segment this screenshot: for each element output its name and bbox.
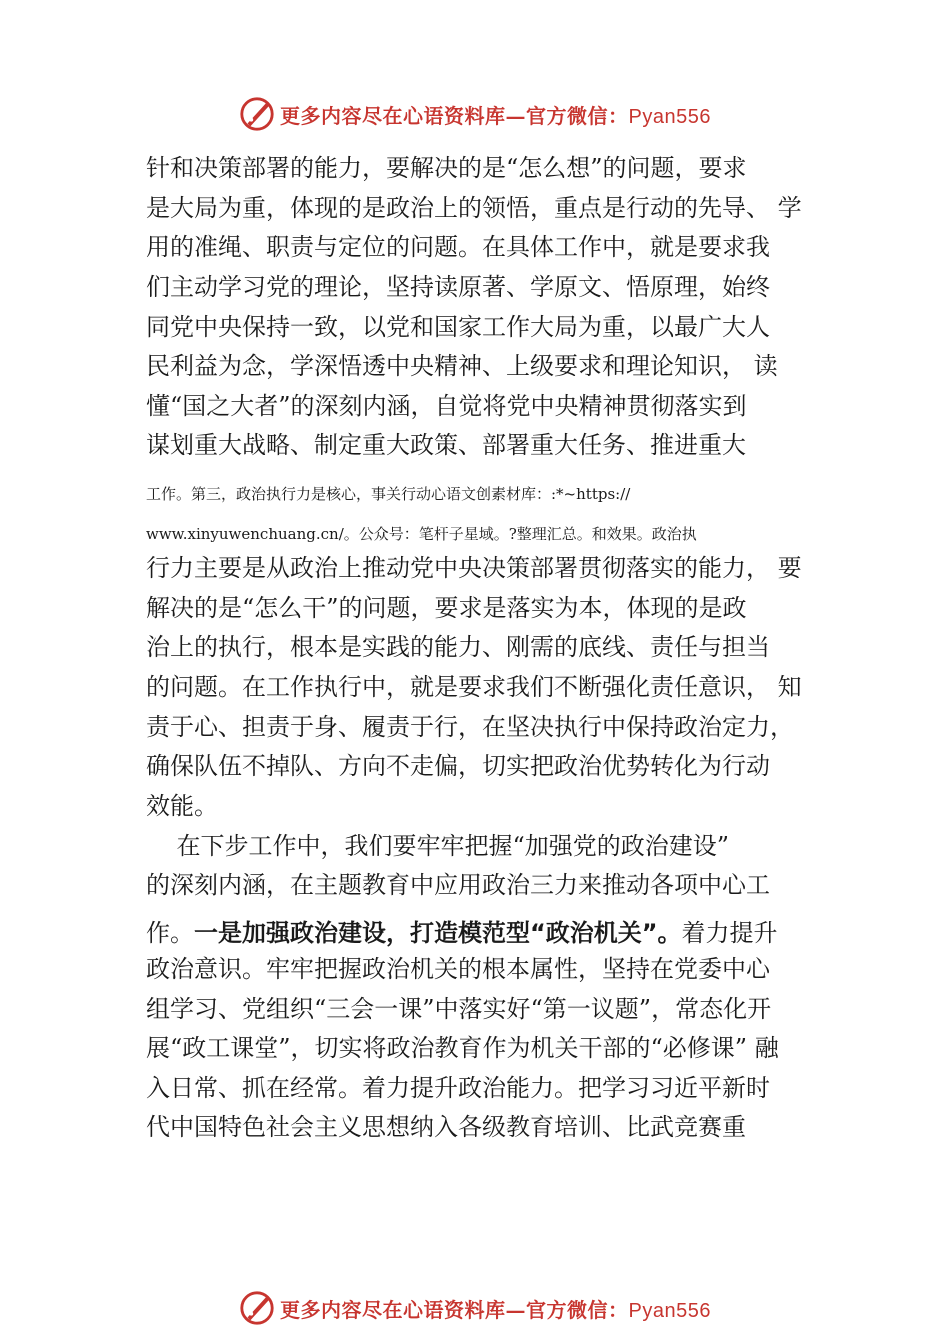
- text-line: 效能。: [146, 792, 218, 820]
- text-line: 用的准绳、职责与定位的问题。在具体工作中，就是要求我: [146, 233, 770, 261]
- text-line: 懂“国之大者”的深刻内涵，自觉将党中央精神贯彻落实到: [146, 392, 747, 420]
- bold-heading-line: [146, 917, 778, 949]
- bold-line-prefix: 作。: [146, 919, 194, 947]
- banner-text: [280, 100, 711, 129]
- header-banner: [238, 94, 711, 134]
- text-line: 解决的是“怎么干”的问题，要求是落实为本，体现的是政: [146, 594, 747, 622]
- text-line: 组学习、党组织“三会一课”中落实好“第一议题”，常态化开: [146, 995, 772, 1023]
- text-line: 的问题。在工作执行中，就是要求我们不断强化责任意识， 知: [146, 673, 802, 701]
- bold-heading: 一是加强政治建设，打造模范型“政治机关”。: [194, 919, 682, 947]
- text-line: 责于心、担责于身、履责于行，在坚决执行中保持政治定力，: [146, 713, 794, 741]
- banner-site-text: 更多内容尽在心语资料库: [280, 1297, 506, 1322]
- banner-wechat-id: Pyan556: [628, 105, 711, 128]
- text-line: 代中国特色社会主义思想纳入各级教育培训、比武竞赛重: [146, 1113, 746, 1141]
- banner-site-text: 更多内容尽在心语资料库: [280, 103, 506, 128]
- text-line: 针和决策部署的能力，要解决的是“怎么想”的问题，要求: [146, 154, 747, 182]
- paragraph-start-line: 在下步工作中，我们要牢牢把握“加强党的政治建设”: [146, 832, 730, 860]
- banner-text: [280, 1294, 711, 1323]
- banner-wechat-label: 官方微信：: [526, 1297, 629, 1322]
- text-line: 是大局为重，体现的是政治上的领悟，重点是行动的先导、 学: [146, 194, 802, 222]
- text-line: 行力主要是从政治上推动党中央决策部署贯彻落实的能力， 要: [146, 554, 802, 582]
- footer-banner: [238, 1288, 711, 1328]
- text-line-small: www.xinyuwenchuang.cn/。公众号：笔杆子星域。?整理汇总。和效果。政治执: [146, 525, 697, 543]
- text-line: 谋划重大战略、制定重大政策、部署重大任务、推进重大: [146, 431, 746, 459]
- text-line: 入日常、抓在经常。着力提升政治能力。把学习习近平新时: [146, 1074, 770, 1102]
- text-line: 展“政工课堂”，切实将政治教育作为机关干部的“必修课” 融: [146, 1034, 779, 1062]
- text-line: 确保队伍不掉队、方向不走偏，切实把政治优势转化为行动: [146, 752, 770, 780]
- text-line: 政治意识。牢牢把握政治机关的根本属性，坚持在党委中心: [146, 955, 770, 983]
- text-line-small: 工作。第三，政治执行力是核心，事关行动心语文创素材库：:*~https://: [146, 485, 631, 503]
- text-line: 同党中央保持一致，以党和国家工作大局为重，以最广大人: [146, 313, 770, 341]
- text-line: 民利益为念，学深悟透中央精神、上级要求和理论知识， 读: [146, 352, 778, 380]
- text-line: 们主动学习党的理论，坚持读原著、学原文、悟原理，始终: [146, 273, 770, 301]
- bold-line-suffix: 着力提升: [681, 919, 778, 947]
- banner-dash: —: [505, 1297, 526, 1322]
- text-line: 的深刻内涵，在主题教育中应用政治三力来推动各项中心工: [146, 871, 770, 899]
- banner-wechat-id: Pyan556: [628, 1299, 711, 1322]
- text-line: 治上的执行，根本是实践的能力、刚需的底线、责任与担当: [146, 633, 770, 661]
- pen-logo-icon: [238, 95, 276, 133]
- pen-logo-icon: [238, 1289, 276, 1327]
- banner-dash: —: [505, 103, 526, 128]
- banner-wechat-label: 官方微信：: [526, 103, 629, 128]
